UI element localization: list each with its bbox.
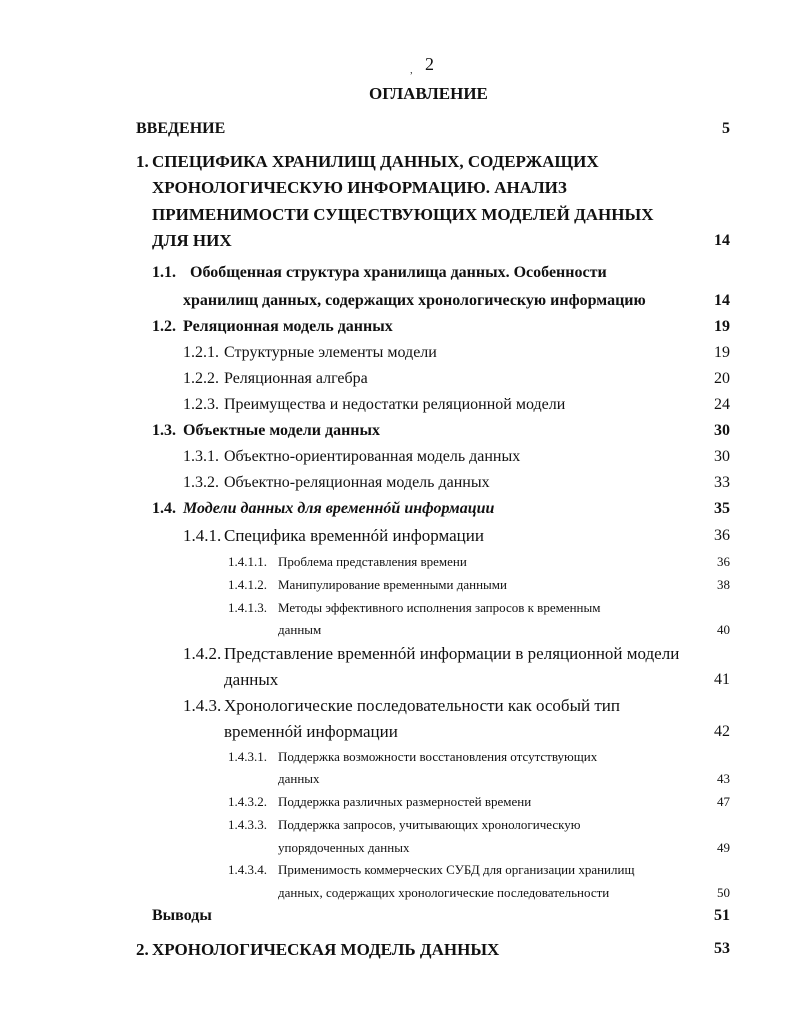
toc-entry-page: 14 — [714, 292, 730, 309]
toc-entry-number: 1.4.1.3. — [228, 600, 267, 615]
toc-entry-number: 1.4.3. — [183, 696, 222, 715]
toc-entry-title-line: Применимость коммерческих СУБД для организации хранилищ — [278, 862, 635, 877]
toc-entry-title-line: данных — [224, 670, 279, 689]
toc-entry-page: 42 — [714, 723, 730, 740]
toc-entry-page: 24 — [714, 396, 730, 413]
toc-entry-title-line: упорядоченных данных — [278, 840, 410, 855]
toc-entry-page: 50 — [717, 885, 730, 900]
toc-entry-title-line: Методы эффективного исполнения запросов к временным — [278, 600, 601, 615]
toc-entry-title-line: Поддержка возможности восстановления отсутствующих — [278, 749, 598, 764]
toc-entry-page: 36 — [714, 527, 730, 544]
toc-entry-number: 1.4.3.1. — [228, 749, 267, 764]
toc-entry-number: 1.4.3.2. — [228, 794, 267, 809]
toc-entry-title: Реляционная модель данных — [183, 318, 393, 335]
toc-entry-number: 1.3. — [152, 422, 176, 439]
toc-entry-page: 38 — [717, 577, 730, 592]
toc-entry-title-line: ПРИМЕНИМОСТИ СУЩЕСТВУЮЩИХ МОДЕЛЕЙ ДАННЫХ — [152, 205, 654, 224]
toc-entry-page: 20 — [714, 370, 730, 387]
toc-entry-title: Выводы — [152, 907, 212, 924]
toc-entry-title: Специфика временнóй информации — [224, 526, 484, 545]
toc-title: ОГЛАВЛЕНИЕ — [369, 84, 488, 103]
toc-entry-title: ХРОНОЛОГИЧЕСКАЯ МОДЕЛЬ ДАННЫХ — [152, 940, 500, 959]
toc-entry-number: 1. — [136, 152, 149, 171]
toc-entry-title-line: ДЛЯ НИХ — [152, 231, 232, 250]
toc-entry-title: Преимущества и недостатки реляционной модели — [224, 396, 566, 413]
toc-entry-number: 1.2.1. — [183, 344, 219, 361]
toc-entry-title: Реляционная алгебра — [224, 370, 368, 387]
toc-entry-number: 1.3.2. — [183, 474, 219, 491]
toc-entry-title-line: данным — [278, 622, 322, 637]
toc-entry-title: Модели данных для временнóй информации — [183, 500, 495, 517]
toc-entry-number: 1.2.3. — [183, 396, 219, 413]
toc-entry-page: 49 — [717, 840, 730, 855]
toc-entry-page: 5 — [722, 120, 730, 137]
toc-entry-number: 1.4.3.4. — [228, 862, 267, 877]
toc-entry-title-line: ХРОНОЛОГИЧЕСКУЮ ИНФОРМАЦИЮ. АНАЛИЗ — [152, 178, 567, 197]
toc-entry-page: 14 — [714, 232, 730, 249]
toc-entry-number: 1.4.1.2. — [228, 577, 267, 592]
toc-entry-title-line: СПЕЦИФИКА ХРАНИЛИЩ ДАННЫХ, СОДЕРЖАЩИХ — [152, 152, 599, 171]
toc-entry-number: 1.4.1. — [183, 526, 222, 545]
toc-entry-title: ВВЕДЕНИЕ — [136, 120, 226, 137]
toc-entry-title-line: временнóй информации — [224, 722, 398, 741]
toc-entry-page: 30 — [714, 448, 730, 465]
toc-entry-number: 1.4. — [152, 500, 176, 517]
toc-entry-page: 19 — [714, 344, 730, 361]
toc-entry-page: 33 — [714, 474, 730, 491]
toc-entry-page: 35 — [714, 500, 730, 517]
toc-entry-title-line: Обобщенная структура хранилища данных. Особенности — [190, 264, 607, 281]
toc-entry-title: Структурные элементы модели — [224, 344, 437, 361]
toc-entry-number: 1.3.1. — [183, 448, 219, 465]
toc-entry-page: 40 — [717, 622, 730, 637]
toc-entry-page: 53 — [714, 940, 730, 957]
toc-entry-page: 43 — [717, 771, 730, 786]
toc-entry-number: 2. — [136, 940, 149, 959]
toc-entry-page: 51 — [714, 907, 730, 924]
toc-entry-title-line: Хронологические последовательности как особый тип — [224, 696, 620, 715]
page-number: 2 — [425, 54, 434, 74]
toc-entry-page: 47 — [717, 794, 730, 809]
toc-entry-page: 36 — [717, 554, 730, 569]
toc-entry-title-line: хранилищ данных, содержащих хронологическую информацию — [183, 292, 646, 309]
toc-entry-title-line: Поддержка запросов, учитывающих хронологическую — [278, 817, 581, 832]
toc-entry-title-line: данных — [278, 771, 320, 786]
toc-entry-number: 1.1. — [152, 264, 176, 281]
toc-entry-number: 1.4.3.3. — [228, 817, 267, 832]
toc-entry-number: 1.4.2. — [183, 644, 222, 663]
toc-entry-number: 1.4.1.1. — [228, 554, 267, 569]
toc-entry-title: Объектные модели данных — [183, 422, 381, 439]
toc-entry-number: 1.2.2. — [183, 370, 219, 387]
toc-entry-number: 1.2. — [152, 318, 176, 335]
toc-entry-page: 30 — [714, 422, 730, 439]
toc-entry-title: Объектно-реляционная модель данных — [224, 474, 490, 491]
toc-entry-title-line: Представление временнóй информации в реляционной модели — [224, 644, 680, 663]
toc-entry-title: Проблема представления времени — [278, 554, 467, 569]
toc-entry-page: 19 — [714, 318, 730, 335]
toc-entry-page: 41 — [714, 671, 730, 688]
toc-entry-title: Поддержка различных размерностей времени — [278, 794, 532, 809]
scan-mark: , — [410, 64, 413, 76]
toc-entry-title: Объектно-ориентированная модель данных — [224, 448, 521, 465]
toc-entry-title: Манипулирование временными данными — [278, 577, 507, 592]
toc-entry-title-line: данных, содержащих хронологические последовательности — [278, 885, 610, 900]
